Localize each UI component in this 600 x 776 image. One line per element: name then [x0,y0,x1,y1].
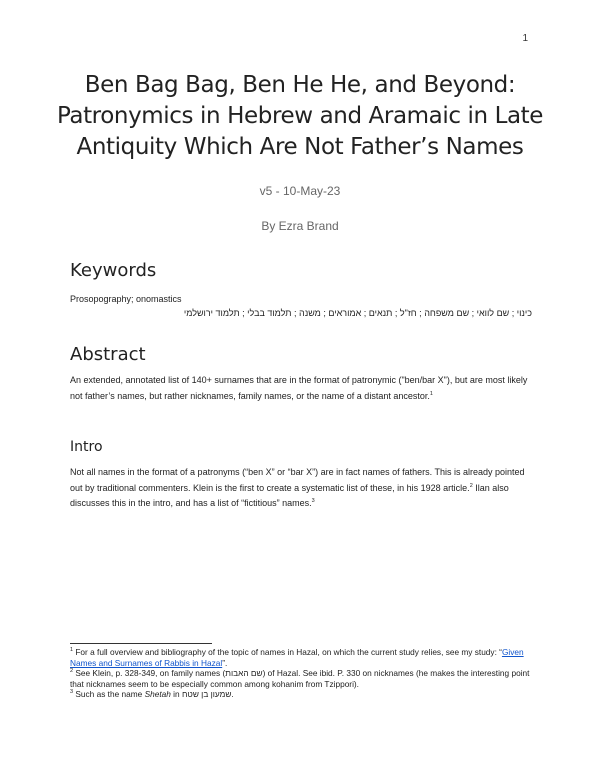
footnote-1-end: ”. [222,657,228,668]
intro-body-1: Not all names in the format of a patronyms (“ben X” or “bar X”) are in fact names of fathers. This is already pointed out by traditional commenters. Klein is the first to create a systematic list of these, in his 1928 article. [70,467,525,493]
footnote-divider [70,643,212,644]
author-line: By Ezra Brand [261,219,339,233]
intro-body-2: Ilan also discusses this in the intro, and has a list of “fictitious” names. [70,482,509,508]
page-number: 1 [522,33,528,44]
footnote-1-link[interactable]: Given Names and Surnames of Rabbis in Hazal [70,647,524,668]
footnote-2-number: 2 [70,668,74,675]
footnote-3-number: 3 [70,689,74,696]
footnote-3 [70,689,532,700]
keywords-hebrew: כינוי ; שם לוואי ; שם משפחה ; חז"ל ; תנאים ; אמוראים ; משנה ; תלמוד בבלי ; תלמוד ירושלמי [183,308,532,318]
paper-title [40,70,560,163]
footnote-3-italic: Shetah [144,689,171,700]
footnote-2 [70,668,532,689]
footnote-2-hebrew: שם האבות [225,668,263,679]
footnotes [70,647,532,700]
footnote-3-hebrew: שמעון בן שטח [181,689,232,700]
footnote-2-text-a: See Klein, p. 328-349, on family names ( [73,668,226,679]
intro-text [70,465,532,512]
footnote-3-text-a: Such as the name [73,689,145,700]
footnote-1-text: For a full overview and bibliography of the topic of names in Hazal, on which the current study relies, see my study: “ [73,647,502,657]
footnote-marker-1[interactable]: 1 [429,390,433,397]
intro-heading: Intro [70,439,103,455]
title-line-1: Ben Bag Bag, Ben He He, and Beyond: [84,72,516,98]
version-line: v5 - 10-May-23 [259,184,341,198]
keywords-heading: Keywords [70,260,157,281]
abstract-text [70,373,532,404]
footnote-marker-2[interactable]: 2 [469,482,473,489]
title-line-3: Antiquity Which Are Not Father’s Names [76,134,524,160]
title-line-2: Patronymics in Hebrew and Aramaic in Late [56,103,544,129]
abstract-heading: Abstract [70,344,146,365]
footnote-2-text-b: ) of Hazal. See ibid. P. 330 on nicknames (he makes the interesting point that nicknames seem to be especially common among kohanim from Tzippori). [70,668,530,689]
abstract-body: An extended, annotated list of 140+ surnames that are in the format of patronymic ("ben/bar X"), but are most likely not father’s names, but rather nicknames, family names, or the name of a distant ancestor. [70,375,528,401]
footnote-1 [70,647,532,668]
footnote-1-number: 1 [70,647,74,654]
footnote-marker-3[interactable]: 3 [311,498,315,504]
keywords-english: Prosopography; onomastics [70,294,182,304]
footnote-3-end: . [231,689,234,700]
footnote-3-text-b: in [170,689,182,700]
